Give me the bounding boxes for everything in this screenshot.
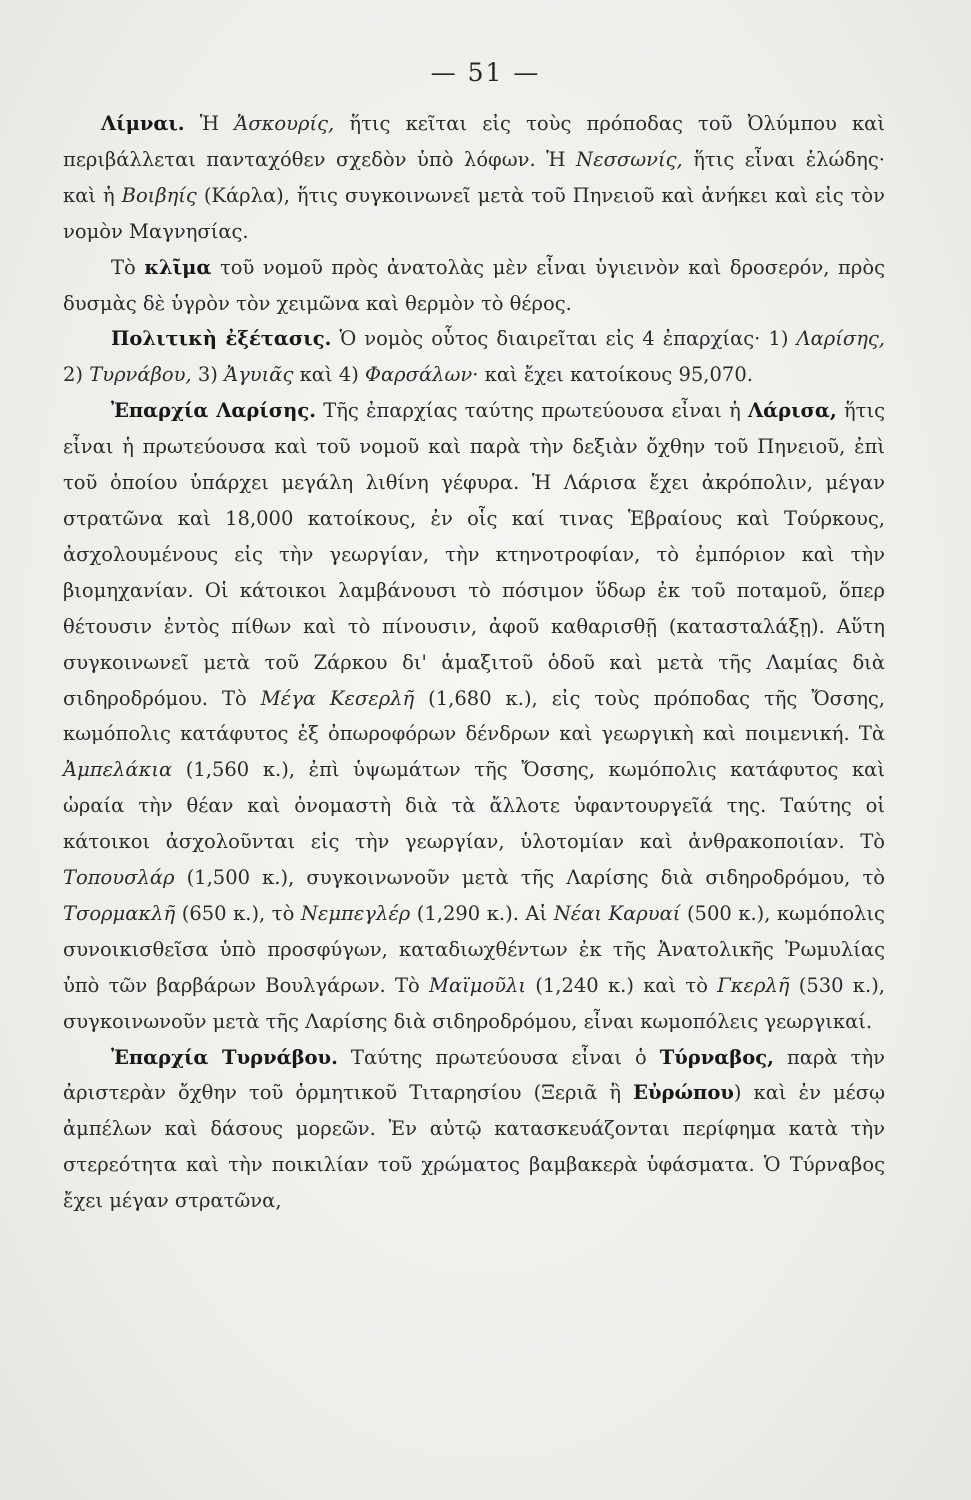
italic-place-name: Νεσσωνίς, (576, 147, 683, 171)
italic-place-name: Ἀγυιᾶς (224, 363, 294, 387)
italic-place-name: Γκερλῆ (717, 973, 790, 997)
body-text-run: (1,290 κ.). Αἱ (410, 901, 554, 925)
bold-heading-text: Τύρναβος, (659, 1045, 774, 1069)
italic-place-name: Ἀμπελάκια (63, 758, 173, 782)
body-text-run: (530 κ.), συγκοινωνοῦν μετὰ τῆς Λαρίσης διὰ σιδηροδρόμου, εἶναι κωμοπόλεις γεωργικαί. (63, 973, 885, 1033)
body-text-run: ἥτις εἶναι ἑλώδης· καὶ ἡ (63, 147, 885, 207)
paragraph-political-division (63, 321, 885, 393)
body-text-run: (1,240 κ.) καὶ τὸ (526, 973, 718, 997)
body-text-run: ἥτις εἶναι ἡ πρωτεύουσα καὶ τοῦ νομοῦ καὶ παρὰ τὴν δεξιὰν ὄχθην τοῦ Πηνειοῦ, ἐπὶ τοῦ ὁποίου ὑπάρχει μεγάλη λιθίνη γέφυρα. Ἡ Λάρισα ἔχει ἀκρόπολιν, μέγαν στρατῶνα καὶ 18,000 κατοίκους, ἐν οἷς καί τινας Ἑβραίους καὶ Τούρκους, ἀσχολουμένους εἰς τὴν γεωργίαν, τὴν κτηνοτροφίαν, τὸ ἐμπόριον καὶ τὴν βιομηχανίαν. Οἱ κάτοικοι λαμβάνουσι τὸ πόσιμον ὕδωρ ἐκ τοῦ ποταμοῦ, ὅπερ θέτουσιν ἐντὸς πίθων καὶ τὸ πίνουσιν, ἀφοῦ καθαρισθῇ (κατασταλάξῃ). Αὕτη συγκοινωνεῖ μετὰ τοῦ Ζάρκου δι' ἁμαξιτοῦ ὁδοῦ καὶ μετὰ τῆς Λαμίας διὰ σιδηροδρόμου. Τὸ (63, 399, 886, 710)
paragraph-province-tyrnavos (63, 1040, 885, 1220)
paragraph-lakes (63, 106, 885, 250)
body-text-run: ἥτις κεῖται εἰς τοὺς πρόποδας τοῦ Ὀλύμπου καὶ περιβάλλεται πανταχόθεν σχεδὸν ὑπὸ λόφων. Ἡ (63, 112, 885, 171)
body-text-run: (1,560 κ.), ἐπὶ ὑψωμάτων τῆς Ὄσσης, κωμόπολις κατάφυτος καὶ ὡραία τὴν θέαν καὶ ὀνομαστὴ διὰ τὰ ἄλλοτε ὑφαντουργεῖά της. Ταύτης οἱ κάτοικοι ἀσχολοῦνται εἰς τὴν γεωργίαν, ὑλοτομίαν καὶ ἀνθρακοποιίαν. Τὸ (63, 758, 885, 854)
body-text-run: (650 κ.), τὸ (175, 901, 301, 925)
italic-place-name: Φαρσάλων· (365, 363, 479, 387)
body-text-run: Ὁ νομὸς οὗτος διαιρεῖται εἰς 4 ἐπαρχίας· 1) (331, 327, 797, 351)
italic-place-name: Τυρνάβου, (89, 363, 192, 387)
paragraph-province-larisa (63, 393, 885, 1039)
bold-heading-text: Εὐρώπου (633, 1081, 734, 1105)
body-text (63, 106, 885, 1219)
body-text-run: Τῆς ἐπαρχίας ταύτης πρωτεύουσα εἶναι ἡ (316, 399, 749, 423)
bold-heading-text: Πολιτικὴ ἐξέτασις. (111, 327, 332, 351)
bold-heading-text: κλῖμα (144, 255, 212, 279)
bold-heading-text: Ἐπαρχία Τυρνάβου. (111, 1045, 338, 1069)
italic-place-name: Βοιβηίς (121, 183, 197, 207)
italic-place-name: Τοπουσλάρ (63, 866, 175, 890)
body-text-run: Ταύτης πρωτεύουσα εἶναι ὁ (337, 1045, 660, 1069)
body-text-run: Τὸ (111, 255, 145, 279)
italic-place-name: Μαϊμοῦλι (428, 973, 527, 997)
page-number: — 51 — (430, 58, 541, 87)
body-text-run: (1,680 κ.), εἰς τοὺς πρόποδας τῆς Ὄσσης, κωμόπολις κατάφυτος ἐξ ὀπωροφόρων δένδρων καὶ γεωργικὴ καὶ ποιμενική. Τὰ (63, 686, 886, 746)
italic-place-name: Τσορμακλῆ (63, 901, 176, 925)
body-text-run: τοῦ νομοῦ πρὸς ἀνατολὰς μὲν εἶναι ὑγιεινὸν καὶ δροσερόν, πρὸς δυσμὰς δὲ ὑγρὸν τὸν χειμῶνα καὶ θερμὸν τὸ θέρος. (63, 255, 885, 315)
body-text-run: καὶ 4) (293, 363, 366, 387)
bold-heading-text: Λίμναι. (101, 112, 185, 135)
italic-place-name: Μέγα Κεσερλῆ (260, 686, 415, 710)
body-text-run: Ἡ (184, 112, 235, 135)
body-text-run: (500 κ.), κωμόπολις συνοικισθεῖσα ὑπὸ προσφύγων, καταδιωχθέντων ἐκ τῆς Ἀνατολικῆς Ῥωμυλίας ὑπὸ τῶν βαρβάρων Βουλγάρων. Τὸ (63, 901, 885, 997)
body-text-run: καὶ ἔχει κατοίκους 95,070. (478, 363, 753, 387)
italic-place-name: Λαρίσης, (796, 327, 886, 351)
body-text-run: (1,500 κ.), συγκοινωνοῦν μετὰ τῆς Λαρίσης διὰ σιδηροδρόμου, τὸ (174, 866, 885, 890)
italic-place-name: Νέαι Καρυαί (553, 901, 681, 925)
italic-place-name: Ἀσκουρίς, (234, 112, 335, 135)
body-text-run: (Κάρλα), ἥτις συγκοινωνεῖ μετὰ τοῦ Πηνειοῦ καὶ ἀνήκει καὶ εἰς τὸν νομὸν Μαγνησίας. (63, 183, 885, 243)
body-text-run: 2) (63, 363, 90, 387)
italic-place-name: Νεμπεγλέρ (300, 901, 411, 925)
bold-heading-text: Λάρισα, (748, 399, 837, 423)
body-text-run: παρὰ τὴν ἀριστερὰν ὄχθην τοῦ ὁρμητικοῦ Τιταρησίου (Ξεριᾶ ἢ (63, 1045, 885, 1105)
body-text-run: 3) (191, 363, 225, 387)
body-text-run: ) καὶ ἐν μέσῳ ἀμπέλων καὶ δάσους μορεῶν. Ἐν αὐτῷ κατασκευάζονται περίφημα κατὰ τὴν στερεότητα καὶ τὴν ποικιλίαν τοῦ χρώματος βαμβακερὰ ὑφάσματα. Ὁ Τύρναβος ἔχει μέγαν στρατῶνα, (63, 1081, 885, 1213)
paragraph-climate (63, 250, 885, 322)
bold-heading-text: Ἐπαρχία Λαρίσης. (111, 399, 316, 423)
